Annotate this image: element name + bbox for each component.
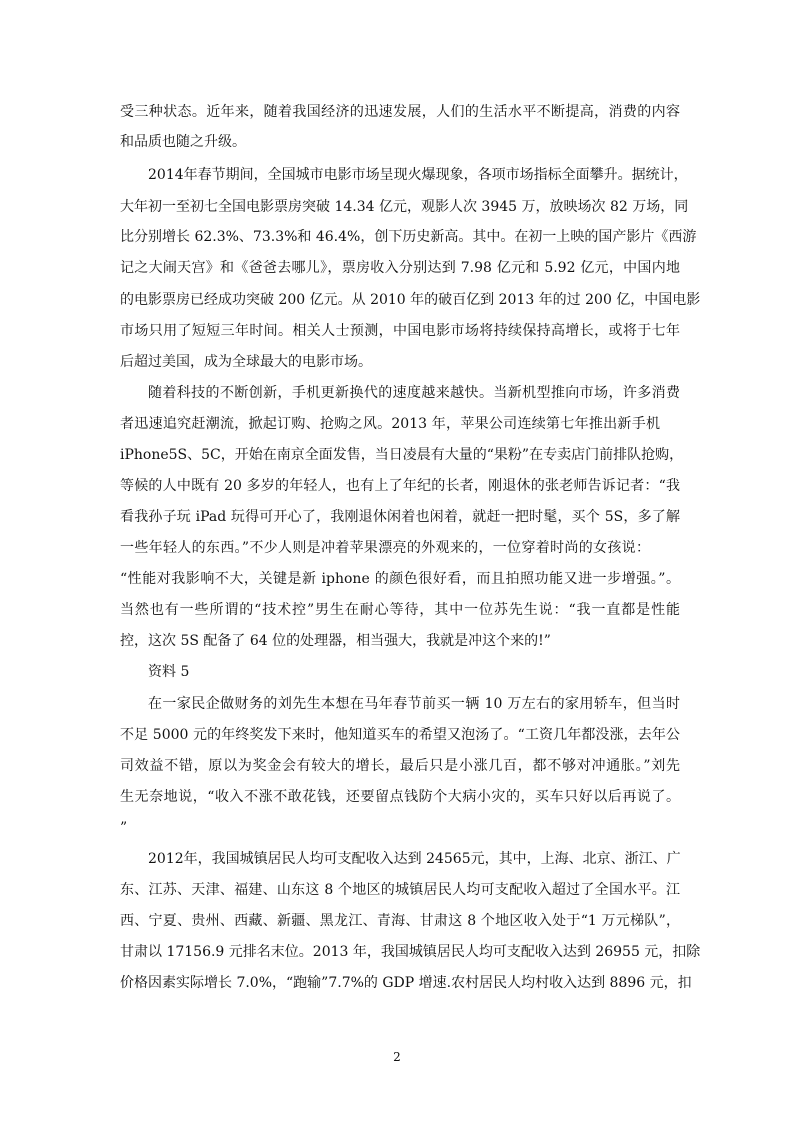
text-line: “性能对我影响不大，关键是新 iphone 的颜色很好看，而且拍照功能又进一步增强。”。: [120, 571, 680, 587]
text-line: 西、宁夏、贵州、西藏、新疆、黑龙江、青海、甘肃这 8 个地区收入处于“1 万元梯队”，: [120, 913, 680, 929]
text-line: 等候的人中既有 20 多岁的年轻人，也有上了年纪的长者，刚退休的张老师告诉记者：“我: [120, 478, 680, 494]
text-line: 东、江苏、天津、福建、山东这 8 个地区的城镇居民人均可支配收入超过了全国水平。江: [120, 882, 680, 898]
text-line: 控，这次 5S 配备了 64 位的处理器，相当强大，我就是冲这个来的!”: [120, 633, 551, 649]
text-line: 记之大闹天宫》和《爸爸去哪儿》，票房收入分别达到 7.98 亿元和 5.92 亿元，中国内地: [120, 260, 680, 276]
text-line: 价格因素实际增长 7.0%，“跑输”7.7%的 GDP 增速.农村居民人均村收入达到 8896 元，扣: [120, 975, 692, 991]
text-line: 随着科技的不断创新，手机更新换代的速度越来越快。当新机型推向市场，许多消费: [148, 385, 680, 401]
text-line: 不足 5000 元的年终奖发下来时，他知道买车的希望又泡汤了。“工资几年都没涨，去年公: [120, 727, 680, 743]
text-line: 的电影票房已经成功突破 200 亿元。从 2010 年的破百亿到 2013 年的过 200 亿，中国电影: [120, 292, 701, 308]
text-line: 者迅速追究赶潮流，掀起订购、抢购之风。2013 年，苹果公司连续第七年推出新手机: [120, 416, 660, 432]
text-line: 甘肃以 17156.9 元排名末位。2013 年，我国城镇居民人均可支配收入达到 26955 元，扣除: [120, 944, 701, 960]
text-line: 后超过美国，成为全球最大的电影市场。: [120, 354, 372, 370]
text-line: 在一家民企做财务的刘先生本想在马年春节前买一辆 10 万左右的家用轿车，但当时: [148, 696, 680, 712]
text-line: 生无奈地说，“收入不涨不敢花钱，还要留点钱防个大病小灾的，买车只好以后再说了。: [120, 789, 680, 805]
text-line: 司效益不错，原以为奖金会有较大的增长，最后只是小涨几百，都不够对冲通胀。”刘先: [120, 758, 680, 774]
text-line: 当然也有一些所谓的“技术控”男生在耐心等待，其中一位苏先生说：“我一直都是性能: [120, 602, 680, 618]
text-line: iPhone5S、5C，开始在南京全面发售，当日凌晨有大量的“果粉”在专卖店门前排队抢购，: [120, 447, 684, 463]
text-line: 大年初一至初七全国电影票房突破 14.34 亿元，观影人次 3945 万，放映场次 82 万场，同: [120, 199, 689, 215]
text-line: 2012年，我国城镇居民人均可支配收入达到 24565元，其中，上海、北京、浙江、广: [148, 851, 681, 867]
text-line: 看我孙子玩 iPad 玩得可开心了，我刚退休闲着也闲着，就赶一把时髦，买个 5S，多了解: [120, 509, 680, 525]
text-line: 市场只用了短短三年时间。相关人士预测，中国电影市场将持续保持高增长，或将于七年: [120, 323, 680, 339]
text-line: 受三种状态。近年来，随着我国经济的迅速发展，人们的生活水平不断提高，消费的内容: [120, 104, 680, 120]
text-line: 和品质也随之升级。: [120, 134, 246, 150]
section-heading: 资料 5: [148, 664, 190, 680]
text-line: 比分别增长 62.3%、73.3%和 46.4%，创下历史新高。其中。在初一上映的国产影片《西游: [120, 229, 697, 245]
text-line: 2014年春节期间，全国城市电影市场呈现火爆现象，各项市场指标全面攀升。据统计，: [148, 167, 688, 183]
text-line: 一些年轻人的东西。”不少人则是冲着苹果漂亮的外观来的，一位穿着时尚的女孩说：: [120, 540, 650, 556]
page-number: 2: [393, 1050, 401, 1064]
text-line: ”: [120, 820, 128, 836]
